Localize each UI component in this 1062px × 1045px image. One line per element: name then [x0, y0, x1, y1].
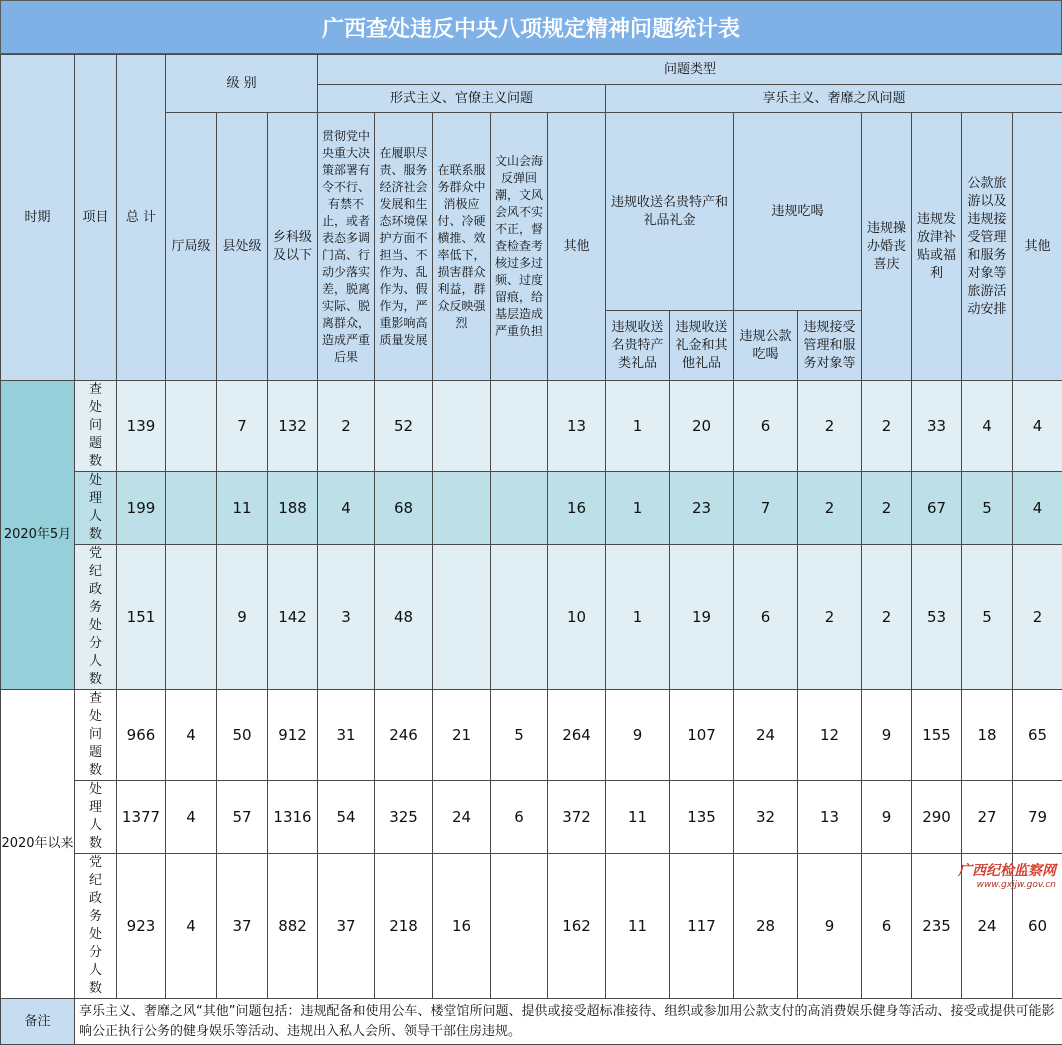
value-cell: 4 — [166, 690, 217, 781]
value-cell: 218 — [375, 854, 433, 999]
note-text: 享乐主义、奢靡之风“其他”问题包括：违规配备和使用公车、楼堂馆所问题、提供或接受超标准接待、组织或参加用公款支付的高消费娱乐健身等活动、接受或提供可能影响公正执行公务的健身娱乐等活动、违规出入私人会所、领导干部住房违规。 — [75, 999, 1062, 1045]
value-cell: 2 — [318, 381, 375, 472]
value-cell: 6 — [491, 781, 548, 854]
value-cell: 24 — [962, 854, 1013, 999]
value-cell: 9 — [606, 690, 670, 781]
value-cell: 28 — [734, 854, 798, 999]
value-cell: 20 — [670, 381, 734, 472]
value-cell: 155 — [912, 690, 962, 781]
header-dining-public: 违规公款吃喝 — [734, 311, 798, 381]
value-cell: 4 — [318, 472, 375, 545]
value-cell: 912 — [268, 690, 318, 781]
header-formalism-duty: 在履职尽责、服务经济社会发展和生态环境保护方面不担当、不作为、乱作为、假作为，严重影响高质量发展 — [375, 113, 433, 381]
value-cell: 3 — [318, 545, 375, 690]
value-cell: 16 — [548, 472, 606, 545]
item-handled-row: 处理人数 — [75, 781, 117, 854]
value-cell — [491, 545, 548, 690]
value-cell: 4 — [962, 381, 1013, 472]
header-total: 总 计 — [117, 55, 166, 381]
value-cell — [433, 472, 491, 545]
value-cell: 50 — [217, 690, 268, 781]
value-cell: 4 — [166, 854, 217, 999]
value-cell: 52 — [375, 381, 433, 472]
value-cell — [491, 854, 548, 999]
value-cell: 12 — [798, 690, 862, 781]
header-level: 级 别 — [166, 55, 318, 113]
value-cell: 13 — [548, 381, 606, 472]
value-cell — [433, 381, 491, 472]
value-cell: 5 — [962, 545, 1013, 690]
value-cell: 2 — [862, 545, 912, 690]
value-cell: 9 — [862, 781, 912, 854]
value-cell: 188 — [268, 472, 318, 545]
value-cell: 199 — [117, 472, 166, 545]
value-cell: 53 — [912, 545, 962, 690]
header-dining-group: 违规吃喝 — [734, 113, 862, 311]
value-cell: 132 — [268, 381, 318, 472]
value-cell: 37 — [217, 854, 268, 999]
value-cell: 142 — [268, 545, 318, 690]
value-cell: 18 — [962, 690, 1013, 781]
value-cell: 27 — [962, 781, 1013, 854]
value-cell: 11 — [217, 472, 268, 545]
value-cell: 246 — [375, 690, 433, 781]
value-cell: 151 — [117, 545, 166, 690]
value-cell: 16 — [433, 854, 491, 999]
value-cell: 1 — [606, 545, 670, 690]
value-cell: 290 — [912, 781, 962, 854]
header-problem-type: 问题类型 — [318, 55, 1062, 85]
statistics-table — [0, 54, 1062, 1045]
header-period: 时期 — [1, 55, 75, 381]
header-gifts-money: 违规收送礼金和其他礼品 — [670, 311, 734, 381]
item-disciplined-row: 党纪政务处分人数 — [75, 854, 117, 999]
value-cell: 2 — [798, 545, 862, 690]
value-cell: 60 — [1013, 854, 1062, 999]
value-cell: 1316 — [268, 781, 318, 854]
value-cell: 2 — [798, 381, 862, 472]
value-cell: 4 — [1013, 472, 1062, 545]
value-cell: 5 — [962, 472, 1013, 545]
value-cell: 7 — [734, 472, 798, 545]
table-row — [1, 690, 1062, 781]
value-cell: 235 — [912, 854, 962, 999]
value-cell: 2 — [798, 472, 862, 545]
header-gifts-specialty: 违规收送名贵特产类礼品 — [606, 311, 670, 381]
value-cell: 21 — [433, 690, 491, 781]
table-row — [1, 545, 1062, 690]
value-cell: 117 — [670, 854, 734, 999]
value-cell: 48 — [375, 545, 433, 690]
value-cell: 2 — [862, 472, 912, 545]
value-cell: 264 — [548, 690, 606, 781]
header-formalism-service: 在联系服务群众中消极应付、冷硬横推、效率低下，损害群众利益，群众反映强烈 — [433, 113, 491, 381]
value-cell: 10 — [548, 545, 606, 690]
value-cell — [491, 472, 548, 545]
value-cell: 325 — [375, 781, 433, 854]
value-cell: 882 — [268, 854, 318, 999]
value-cell: 6 — [734, 545, 798, 690]
header-hedonism: 享乐主义、奢靡之风问题 — [606, 85, 1062, 113]
table-row — [1, 854, 1062, 999]
value-cell: 923 — [117, 854, 166, 999]
table-row — [1, 472, 1062, 545]
value-cell — [491, 381, 548, 472]
item-disciplined-row: 党纪政务处分人数 — [75, 545, 117, 690]
value-cell: 31 — [318, 690, 375, 781]
value-cell: 65 — [1013, 690, 1062, 781]
value-cell: 79 — [1013, 781, 1062, 854]
value-cell — [166, 545, 217, 690]
header-formalism-meetings: 文山会海反弹回潮，文风会风不实不正，督查检查考核过多过频、过度留痕，给基层造成严重负担 — [491, 113, 548, 381]
value-cell: 24 — [433, 781, 491, 854]
value-cell: 9 — [217, 545, 268, 690]
table-row — [1, 781, 1062, 854]
value-cell: 24 — [734, 690, 798, 781]
value-cell: 32 — [734, 781, 798, 854]
header-level-county: 县处级 — [217, 113, 268, 381]
value-cell — [166, 472, 217, 545]
item-cases-row: 查处问题数 — [75, 381, 117, 472]
value-cell: 7 — [217, 381, 268, 472]
value-cell: 6 — [862, 854, 912, 999]
table-title: 广西查处违反中央八项规定精神问题统计表 — [0, 0, 1062, 54]
header-travel: 公款旅游以及违规接受管理和服务对象等旅游活动安排 — [962, 113, 1013, 381]
value-cell — [433, 545, 491, 690]
item-cases-row: 查处问题数 — [75, 690, 117, 781]
header-subsidies: 违规发放津补贴或福利 — [912, 113, 962, 381]
value-cell: 139 — [117, 381, 166, 472]
header-level-township: 乡科级及以下 — [268, 113, 318, 381]
value-cell: 11 — [606, 781, 670, 854]
value-cell: 68 — [375, 472, 433, 545]
value-cell: 11 — [606, 854, 670, 999]
value-cell: 162 — [548, 854, 606, 999]
value-cell: 4 — [166, 781, 217, 854]
header-hedonism-other: 其他 — [1013, 113, 1062, 381]
value-cell: 54 — [318, 781, 375, 854]
value-cell: 966 — [117, 690, 166, 781]
header-item: 项目 — [75, 55, 117, 381]
note-label: 备注 — [1, 999, 75, 1045]
header-dining-service: 违规接受管理和服务对象等 — [798, 311, 862, 381]
value-cell: 9 — [798, 854, 862, 999]
header-formalism-policy: 贯彻党中央重大决策部署有令不行、有禁不止，或者表态多调门高、行动少落实差，脱离实际、脱离群众，造成严重后果 — [318, 113, 375, 381]
value-cell: 9 — [862, 690, 912, 781]
value-cell: 6 — [734, 381, 798, 472]
value-cell: 67 — [912, 472, 962, 545]
table-row — [1, 381, 1062, 472]
value-cell — [166, 381, 217, 472]
watermark-logo: 广西纪检监察网 www.gxjjw.gov.cn — [958, 864, 1056, 892]
value-cell: 107 — [670, 690, 734, 781]
value-cell: 4 — [1013, 381, 1062, 472]
value-cell: 19 — [670, 545, 734, 690]
period-cell: 2020年以来 — [1, 690, 75, 999]
value-cell: 2 — [1013, 545, 1062, 690]
header-weddings: 违规操办婚丧喜庆 — [862, 113, 912, 381]
value-cell: 1 — [606, 472, 670, 545]
value-cell: 57 — [217, 781, 268, 854]
header-formalism-other: 其他 — [548, 113, 606, 381]
value-cell: 13 — [798, 781, 862, 854]
header-formalism: 形式主义、官僚主义问题 — [318, 85, 606, 113]
header-gifts-group: 违规收送名贵特产和礼品礼金 — [606, 113, 734, 311]
value-cell: 5 — [491, 690, 548, 781]
value-cell: 1 — [606, 381, 670, 472]
header-level-department: 厅局级 — [166, 113, 217, 381]
value-cell: 372 — [548, 781, 606, 854]
value-cell: 135 — [670, 781, 734, 854]
value-cell: 23 — [670, 472, 734, 545]
period-cell: 2020年5月 — [1, 381, 75, 690]
value-cell: 37 — [318, 854, 375, 999]
value-cell: 2 — [862, 381, 912, 472]
table-body — [1, 381, 1062, 999]
item-handled-row: 处理人数 — [75, 472, 117, 545]
value-cell: 1377 — [117, 781, 166, 854]
value-cell: 33 — [912, 381, 962, 472]
